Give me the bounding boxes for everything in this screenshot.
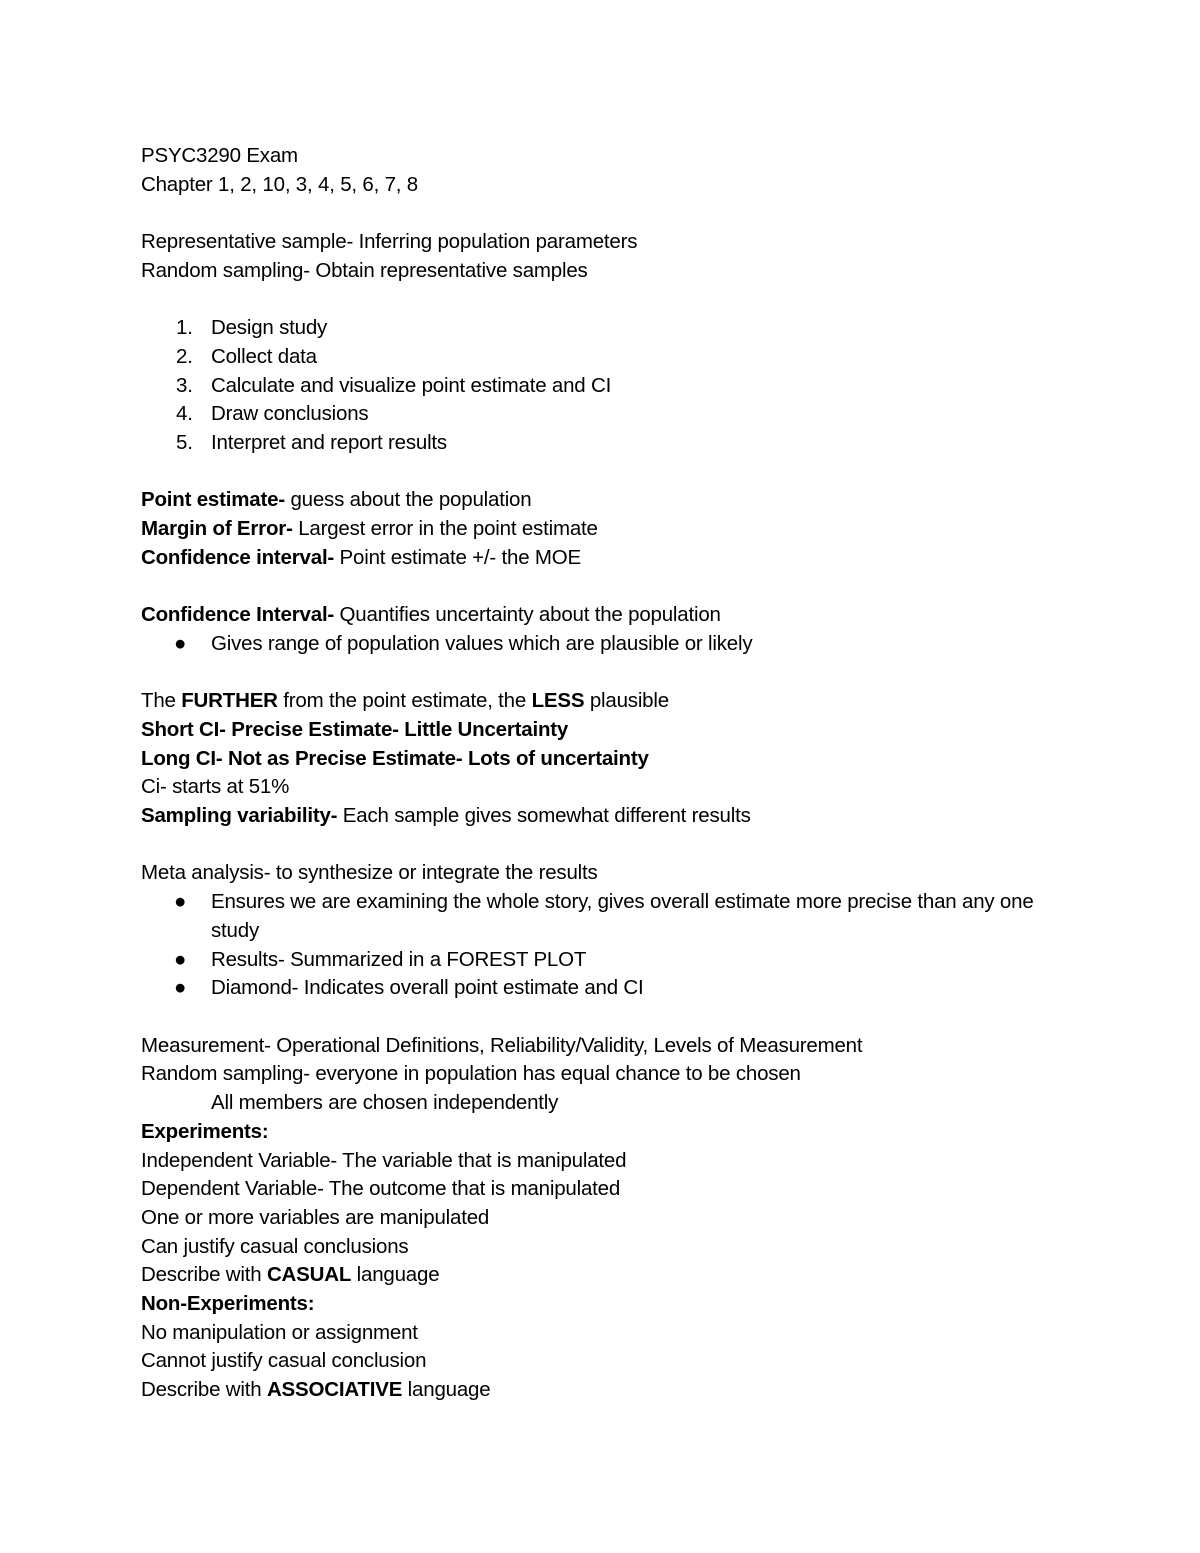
list-item bbox=[141, 314, 1081, 343]
list-item bbox=[141, 372, 1081, 401]
list-item-text: Interpret and report results bbox=[211, 431, 447, 454]
emphasis-associative: ASSOCIATIVE bbox=[266, 1378, 403, 1402]
definition-text: Each sample gives somewhat different results bbox=[337, 804, 751, 828]
list-item bbox=[141, 400, 1081, 429]
list-item-number: 2. bbox=[176, 344, 193, 368]
emphasis-further: FURTHER bbox=[181, 689, 278, 713]
ci-starts-line: Ci- starts at 51% bbox=[141, 775, 290, 799]
definition-term: Confidence interval- bbox=[141, 545, 335, 569]
steps-list bbox=[141, 314, 1081, 458]
non-experiments-heading bbox=[141, 1290, 1081, 1319]
manipulation-line: One or more variables are manipulated bbox=[141, 1205, 490, 1229]
bullet-icon: ● bbox=[174, 631, 187, 655]
dependent-variable-line: Dependent Variable- The outcome that is manipulated bbox=[141, 1177, 621, 1201]
list-item-number: 4. bbox=[176, 402, 193, 426]
list-item-text: Results- Summarized in a FOREST PLOT bbox=[211, 947, 587, 971]
list-item bbox=[141, 974, 1081, 1003]
list-item-text: Collect data bbox=[211, 344, 317, 368]
emphasis-casual: CASUAL bbox=[266, 1263, 352, 1287]
chapter-list: Chapter 1, 2, 10, 3, 4, 5, 6, 7, 8 bbox=[141, 172, 418, 196]
list-item bbox=[141, 630, 1081, 659]
bullet-icon: ● bbox=[174, 947, 187, 971]
list-item bbox=[141, 343, 1081, 372]
bullet-icon: ● bbox=[174, 890, 187, 914]
ci-bullet-list bbox=[141, 630, 1081, 659]
list-item-text: Gives range of population values which are plausible or likely bbox=[211, 631, 753, 655]
definition-text: Quantifies uncertainty about the population bbox=[334, 603, 721, 627]
short-ci-text: Short CI- Precise Estimate- Little Uncertainty bbox=[141, 717, 569, 741]
text-run: plausible bbox=[584, 689, 669, 713]
measurement-line: Measurement- Operational Definitions, Reliability/Validity, Levels of Measurement bbox=[141, 1033, 863, 1057]
plausibility-line bbox=[141, 687, 1081, 716]
no-manipulation-line: No manipulation or assignment bbox=[141, 1320, 418, 1344]
random-sampling-line: Random sampling- everyone in population has equal chance to be chosen bbox=[141, 1062, 801, 1086]
describe-casual-line bbox=[141, 1261, 1081, 1290]
list-item bbox=[141, 888, 1081, 945]
text-run: Describe with bbox=[141, 1263, 267, 1287]
list-item-text: Diamond- Indicates overall point estimate and CI bbox=[211, 976, 644, 1000]
long-ci-text: Long CI- Not as Precise Estimate- Lots of uncertainty bbox=[141, 746, 649, 770]
definition-term: Confidence Interval- bbox=[141, 603, 335, 627]
short-ci-line bbox=[141, 716, 1081, 745]
list-item-text: Ensures we are examining the whole story, gives overall estimate more precise than any one study bbox=[211, 890, 1034, 942]
independent-selection-line: All members are chosen independently bbox=[211, 1091, 559, 1115]
definition-text: Point estimate +/- the MOE bbox=[334, 545, 582, 569]
list-item-number: 5. bbox=[176, 431, 193, 454]
text-run: from the point estimate, the bbox=[277, 689, 532, 713]
cannot-justify-line: Cannot justify casual conclusion bbox=[141, 1349, 427, 1373]
list-item-number: 1. bbox=[176, 316, 193, 340]
text-run: Describe with bbox=[141, 1378, 267, 1402]
list-item bbox=[141, 429, 1081, 458]
list-item-text: Design study bbox=[211, 316, 328, 340]
long-ci-line bbox=[141, 745, 1081, 774]
list-item-number: 3. bbox=[176, 373, 193, 397]
justify-line: Can justify casual conclusions bbox=[141, 1234, 409, 1258]
definition-term: Sampling variability- bbox=[141, 804, 338, 828]
ci-heading bbox=[141, 601, 1081, 630]
definition-margin-of-error bbox=[141, 515, 1081, 544]
definition-point-estimate bbox=[141, 486, 1081, 515]
definition-term: Point estimate- bbox=[141, 488, 285, 512]
definition-text: guess about the population bbox=[284, 488, 532, 512]
bullet-icon: ● bbox=[174, 976, 187, 1000]
section-heading: Non-Experiments: bbox=[141, 1292, 315, 1316]
emphasis-less: LESS bbox=[531, 689, 585, 713]
meta-analysis-heading: Meta analysis- to synthesize or integrate the results bbox=[141, 861, 598, 885]
text-run: language bbox=[402, 1378, 491, 1402]
definition-term: Margin of Error- bbox=[141, 517, 293, 541]
intro-line-random-sampling: Random sampling- Obtain representative samples bbox=[141, 258, 588, 282]
list-item-text: Draw conclusions bbox=[211, 402, 369, 426]
text-run: language bbox=[351, 1263, 440, 1287]
describe-associative-line bbox=[141, 1376, 1081, 1405]
list-item bbox=[141, 946, 1081, 975]
intro-line-representative: Representative sample- Inferring population parameters bbox=[141, 230, 638, 254]
document-body bbox=[141, 142, 1081, 1405]
experiments-heading bbox=[141, 1118, 1081, 1147]
definition-confidence-interval bbox=[141, 544, 1081, 573]
list-item-text: Calculate and visualize point estimate and CI bbox=[211, 373, 612, 397]
meta-bullet-list bbox=[141, 888, 1081, 1003]
text-run: The bbox=[141, 689, 182, 713]
document-title: PSYC3290 Exam bbox=[141, 144, 298, 167]
sampling-variability-line bbox=[141, 802, 1081, 831]
section-heading: Experiments: bbox=[141, 1119, 269, 1143]
independent-variable-line: Independent Variable- The variable that is manipulated bbox=[141, 1148, 627, 1172]
definition-text: Largest error in the point estimate bbox=[292, 517, 598, 541]
